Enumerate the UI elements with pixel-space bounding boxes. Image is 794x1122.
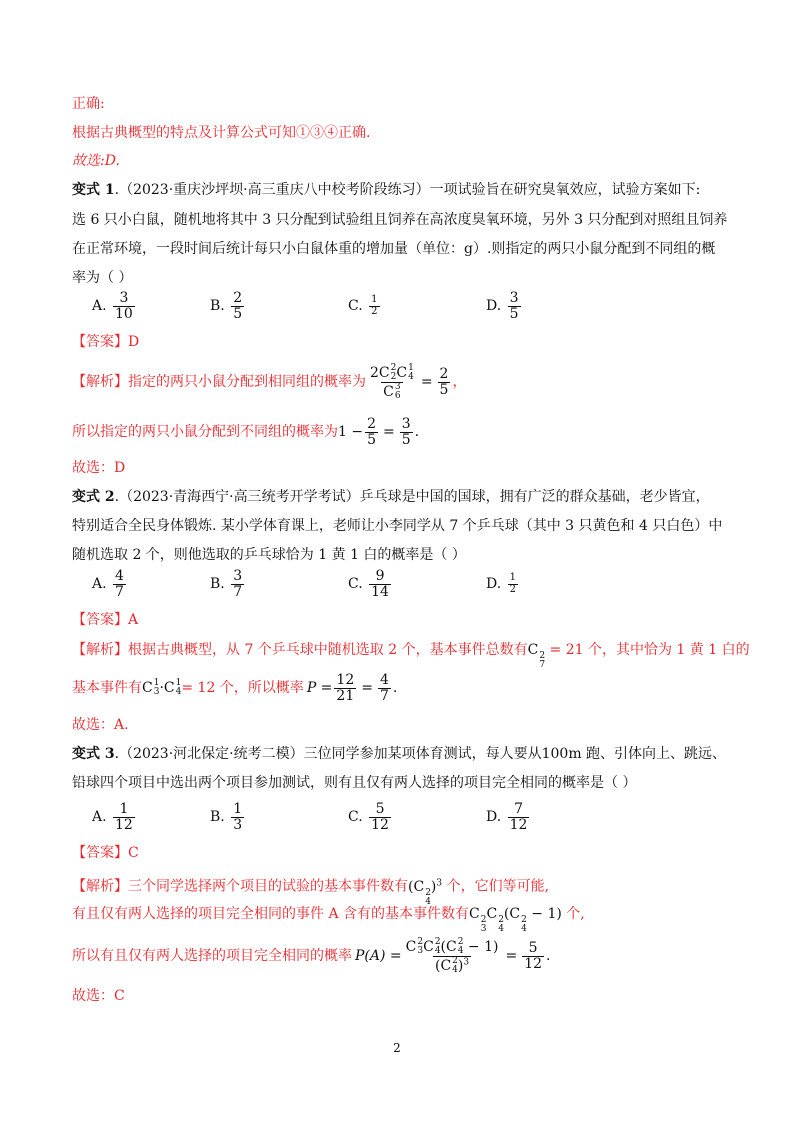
v2-label: 变式 2 xyxy=(72,489,115,505)
v2-answer: 【答案】A xyxy=(72,612,139,628)
v3-option-a: A. $\frac{1}{12}$ xyxy=(92,800,133,833)
v3-conclusion: 故选：C xyxy=(72,988,125,1004)
v2-stem-line-1 xyxy=(72,487,710,507)
intro-line-1: 正确: xyxy=(72,96,105,112)
v3-option-b: B. $\frac{1}{3}$ xyxy=(210,800,243,833)
v3-stem-line-2: 铅球四个项目中选出两个项目参加测试，则有且仅有两人选择的项目完全相同的概率是（ ） xyxy=(72,775,637,791)
v1-label: 变式 1 xyxy=(72,182,115,198)
v2-stem-line-2: 特别适合全民身体锻炼. 某小学体育课上，老师让小李同学从 7 个乒乓球（其中 3 只黄色和 4 只白色）中 xyxy=(72,518,723,534)
v3-source: .（2023·河北保定·统考二模）三位同学参加某项体育测试，每人要从100m 跑、引体向上、跳远、 xyxy=(114,746,727,762)
v3-probability-fraction: C 2 3 C 2 4 (C 2 4 − 1) (C 2 4 )$^3$ xyxy=(405,936,499,975)
v2-source: .（2023·青海西宁·高三统考开学考试）乒乓球是中国的国球，拥有广泛的群众基础，老少皆宜， xyxy=(114,489,710,505)
v2-analysis-line-2: 基本事件有 C 1 3 ·C 1 4 = 12 个，所以概率 P = $\frac{12}{21}$ = $\frac{4}{7}$ . xyxy=(72,671,398,704)
v1-stem-line-3: 在正常环境，一段时间后统计每只小白鼠体重的增加量（单位：g）.则指定的两只小鼠分配到不同组的概 xyxy=(72,241,716,257)
v1-stem-line-2: 选 6 只小白鼠，随机地将其中 3 只分配到试验组且饲养在高浓度臭氧环境，另外 3 只分配到对照组且饲养 xyxy=(72,212,728,228)
v1-conclusion: 故选：D xyxy=(72,460,126,476)
v2-option-c: C. $\frac{9}{14}$ xyxy=(348,567,389,600)
v3-analysis-line-3: 所以有且仅有两人选择的项目完全相同的概率 P(A) = C 2 3 C 2 4 (C 2 4 − 1) (C 2 4 )$^3$ = $\frac{5}{12}$ . xyxy=(72,936,551,975)
v2-analysis-line-1: 【解析】根据古典概型，从 7 个乒乓球中随机选取 2 个，基本事件总数有C 2 7 = 21 个，其中恰为 1 黄 1 白的 xyxy=(72,642,750,670)
v1-option-d: D. $\frac{3}{5}$ xyxy=(486,289,519,322)
v2-option-a: A. $\frac{4}{7}$ xyxy=(92,567,124,600)
v2-stem-line-3: 随机选取 2 个，则他选取的乒乓球恰为 1 黄 1 白的概率是（ ） xyxy=(72,547,466,563)
v1-analysis-line-2: 所以指定的两只小鼠分配到不同组的概率为 1 − $\frac{2}{5}$ = $\frac{3}{5}$ . xyxy=(72,415,420,448)
v1-stem-line-4: 率为（ ） xyxy=(72,270,133,286)
intro-line-2: 根据古典概型的特点及计算公式可知①③④正确. xyxy=(72,125,371,141)
intro-conclusion: 故选:D. xyxy=(72,153,120,169)
v1-option-a: A. $\frac{3}{10}$ xyxy=(92,289,133,322)
v3-answer: 【答案】C xyxy=(72,845,139,861)
v1-source: .（2023·重庆沙坪坝·高三重庆八中校考阶段练习）一项试验旨在研究臭氧效应，试验方案如下: xyxy=(114,182,701,198)
v1-analysis-line-1: 【解析】 指定的两只小鼠分配到相同组的概率为 2C 2 2 C 1 4 C 3 6 = $\frac{2}{5}$ ， xyxy=(72,362,467,401)
page-number: 2 xyxy=(393,1041,401,1055)
v3-analysis-line-1: 【解析】三个同学选择两个项目的试验的基本事件数有(C 2 4 )$^3$ 个，它们等可能, xyxy=(72,878,550,907)
v3-option-d: D. $\frac{7}{12}$ xyxy=(486,800,528,833)
v3-option-c: C. $\frac{5}{12}$ xyxy=(348,800,389,833)
v1-combination-fraction: 2C 2 2 C 1 4 C 3 6 xyxy=(370,362,414,401)
v2-option-b: B. $\frac{3}{7}$ xyxy=(210,567,243,600)
v1-stem-line-1 xyxy=(72,180,700,200)
v1-option-b: B. $\frac{2}{5}$ xyxy=(210,289,243,322)
v3-label: 变式 3 xyxy=(72,746,115,762)
v1-answer: 【答案】D xyxy=(72,334,140,350)
v3-stem-line-1 xyxy=(72,744,726,764)
v2-option-d: D. $\frac{1}{2}$ xyxy=(486,572,517,595)
v2-conclusion: 故选：A. xyxy=(72,717,129,733)
v3-analysis-line-2: 有且仅有两人选择的项目完全相同的事件 A 含有的基本事件数有C 2 3 C 2 4 (C 2 4 − 1) 个, xyxy=(72,906,585,934)
v1-option-c: C. $\frac{1}{2}$ xyxy=(348,294,378,317)
